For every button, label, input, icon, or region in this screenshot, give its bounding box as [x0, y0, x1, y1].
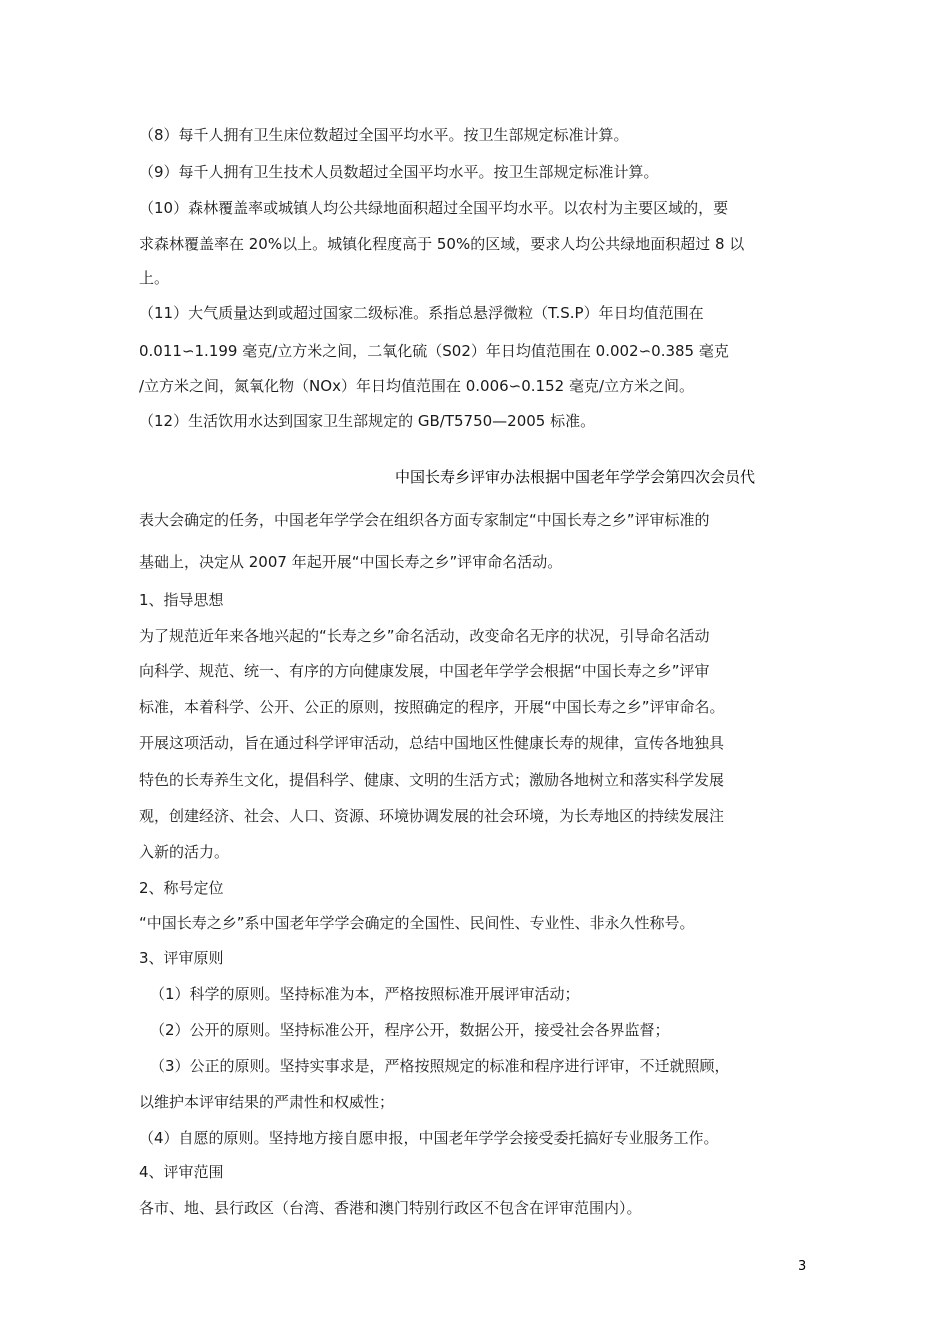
item-11-line3: /立方米之间，氮氧化物（NOx）年日均值范围在 0.006∽0.152 毫克/立方米之间。	[139, 377, 695, 395]
item-9: （9）每千人拥有卫生技术人员数超过全国平均水平。按卫生部规定标准计算。	[139, 163, 659, 181]
item-11-line1: （11）大气质量达到或超过国家二级标准。系指总悬浮微粒（T.S.P）年日均值范围在	[139, 304, 704, 322]
intro-line2: 表大会确定的任务，中国老年学学会在组织各方面专家制定“中国长寿之乡”评审标准的	[139, 511, 710, 529]
item-10-line1: （10）森林覆盖率或城镇人均公共绿地面积超过全国平均水平。以农村为主要区域的，要	[139, 199, 729, 217]
section-3-line: （4）自愿的原则。坚持地方接自愿申报，中国老年学学会接受委托搞好专业服务工作。	[139, 1129, 719, 1147]
section-3-title: 3、评审原则	[139, 949, 224, 967]
section-4-title: 4、评审范围	[139, 1163, 224, 1181]
section-1-line: 入新的活力。	[139, 843, 230, 861]
section-2-title: 2、称号定位	[139, 879, 224, 897]
item-11-line2: 0.011∽1.199 毫克/立方米之间，二氧化硫（S02）年日均值范围在 0.002∽0.385 毫克	[139, 342, 729, 360]
intro-line1: 中国长寿乡评审办法根据中国老年学学会第四次会员代	[395, 468, 756, 486]
section-3-line: （3）公正的原则。坚持实事求是，严格按照规定的标准和程序进行评审，不迁就照顾，	[150, 1057, 730, 1075]
section-1-line: 标准，本着科学、公开、公正的原则，按照确定的程序，开展“中国长寿之乡”评审命名。	[139, 698, 725, 716]
item-10-line3: 上。	[139, 269, 170, 287]
section-1-line: 向科学、规范、统一、有序的方向健康发展，中国老年学学会根据“中国长寿之乡”评审	[139, 662, 710, 680]
intro-line3: 基础上，决定从 2007 年起开展“中国长寿之乡”评审命名活动。	[139, 553, 563, 571]
section-1-line: 开展这项活动，旨在通过科学评审活动，总结中国地区性健康长寿的规律，宣传各地独具	[139, 734, 725, 752]
section-2-line: “中国长寿之乡”系中国老年学学会确定的全国性、民间性、专业性、非永久性称号。	[139, 914, 695, 932]
section-4-line: 各市、地、县行政区（台湾、香港和澳门特别行政区不包含在评审范围内）。	[139, 1199, 642, 1217]
item-10-line2: 求森林覆盖率在 20%以上。城镇化程度高于 50%的区域，要求人均公共绿地面积超过 8 以	[139, 235, 745, 253]
page-number: 3	[798, 1259, 807, 1274]
section-3-line: 以维护本评审结果的严肃性和权威性；	[139, 1093, 395, 1111]
section-1-line: 为了规范近年来各地兴起的“长寿之乡”命名活动，改变命名无序的状况，引导命名活动	[139, 627, 710, 645]
section-1-title: 1、指导思想	[139, 591, 224, 609]
section-1-line: 观，创建经济、社会、人口、资源、环境协调发展的社会环境，为长寿地区的持续发展注	[139, 807, 725, 825]
section-3-line: （2）公开的原则。坚持标准公开，程序公开，数据公开，接受社会各界监督；	[150, 1021, 670, 1039]
section-1-line: 特色的长寿养生文化，提倡科学、健康、文明的生活方式；激励各地树立和落实科学发展	[139, 771, 725, 789]
item-12: （12）生活饮用水达到国家卫生部规定的 GB/T5750—2005 标准。	[139, 412, 596, 430]
section-3-line: （1）科学的原则。坚持标准为本，严格按照标准开展评审活动；	[150, 985, 580, 1003]
item-8: （8）每千人拥有卫生床位数超过全国平均水平。按卫生部规定标准计算。	[139, 126, 629, 144]
